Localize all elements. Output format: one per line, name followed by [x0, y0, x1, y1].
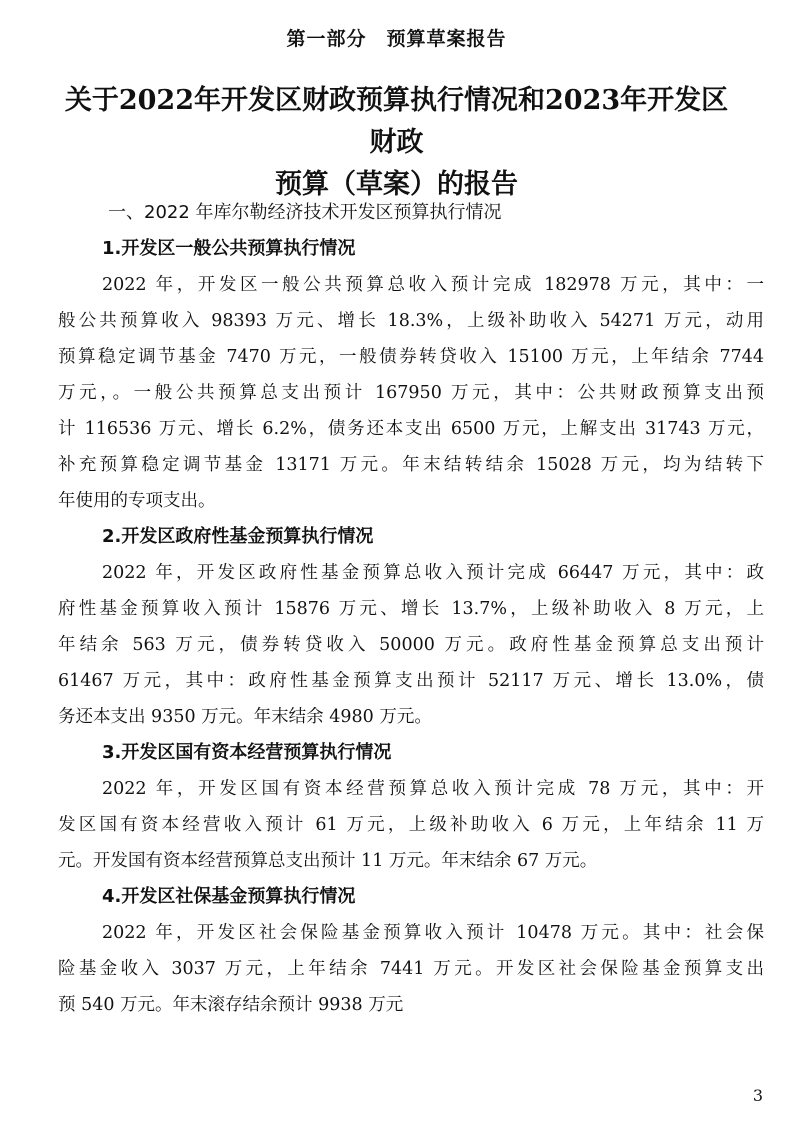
paragraph-line: 预算稳定调节基金 7470 万元，一般债券转贷收入 15100 万元，上年结余 7744 — [58, 347, 764, 367]
paragraph-line: 预 540 万元。年末滚存结余预计 9938 万元 — [58, 995, 404, 1015]
paragraph-line: 61467 万元，其中：政府性基金预算支出预计 52117 万元、增长 13.0%，债 — [58, 671, 764, 691]
page-number: 3 — [752, 1086, 763, 1105]
subsection-heading-social-security: 4.开发区社保基金预算执行情况 — [102, 886, 356, 907]
subsection-heading-general-budget: 1.开发区一般公共预算执行情况 — [102, 238, 356, 259]
paragraph-line: 般公共预算收入 98393 万元、增长 18.3%，上级补助收入 54271 万元，动用 — [58, 311, 764, 331]
paragraph-line: 元。开发国有资本经营预算总支出预计 11 万元。年末结余 67 万元。 — [58, 851, 598, 871]
paragraph-line: 年结余 563 万元，债券转贷收入 50000 万元。政府性基金预算总支出预计 — [58, 635, 764, 655]
paragraph-line: 2022 年，开发区国有资本经营预算总收入预计完成 78 万元，其中：开 — [102, 779, 764, 799]
paragraph-line: 险基金收入 3037 万元，上年结余 7441 万元。开发区社会保险基金预算支出 — [58, 959, 764, 979]
paragraph-line: 府性基金预算收入预计 15876 万元、增长 13.7%，上级补助收入 8 万元，上 — [58, 599, 764, 619]
paragraph-line: 务还本支出 9350 万元。年末结余 4980 万元。 — [58, 707, 432, 727]
paragraph-line: 2022 年，开发区一般公共预算总收入预计完成 182978 万元，其中：一 — [102, 275, 764, 295]
paragraph-state-capital — [58, 771, 764, 879]
document-title — [60, 80, 733, 206]
document-title-line-2: 预算（草案）的报告 — [275, 169, 518, 200]
paragraph-line: 发区国有资本经营收入预计 61 万元，上级补助收入 6 万元，上年结余 11 万 — [58, 815, 764, 835]
paragraph-government-fund — [58, 555, 764, 735]
paragraph-line: 补充预算稳定调节基金 13171 万元。年末结转结余 15028 万元，均为结转下 — [58, 455, 764, 475]
paragraph-line: 年使用的专项支出。 — [58, 491, 216, 511]
paragraph-social-security — [58, 915, 764, 1023]
paragraph-general-budget — [58, 267, 764, 519]
section-heading: 一、2022 年库尔勒经济技术开发区预算执行情况 — [108, 202, 502, 223]
subsection-heading-state-capital: 3.开发区国有资本经营预算执行情况 — [102, 742, 392, 763]
document-body — [58, 195, 764, 1023]
paragraph-line: 万元，。一般公共预算总支出预计 167950 万元，其中：公共财政预算支出预 — [58, 383, 764, 403]
paragraph-line: 计 116536 万元、增长 6.2%，债务还本支出 6500 万元，上解支出 31743 万元， — [58, 419, 764, 439]
part-header: 第一部分 预算草案报告 — [286, 28, 507, 50]
document-title-line-1: 关于2022年开发区财政预算执行情况和2023年开发区财政 — [64, 85, 729, 158]
subsection-heading-government-fund: 2.开发区政府性基金预算执行情况 — [102, 526, 374, 547]
paragraph-line: 2022 年，开发区社会保险基金预算收入预计 10478 万元。其中：社会保 — [102, 923, 764, 943]
paragraph-line: 2022 年，开发区政府性基金预算总收入预计完成 66447 万元，其中：政 — [102, 563, 764, 583]
